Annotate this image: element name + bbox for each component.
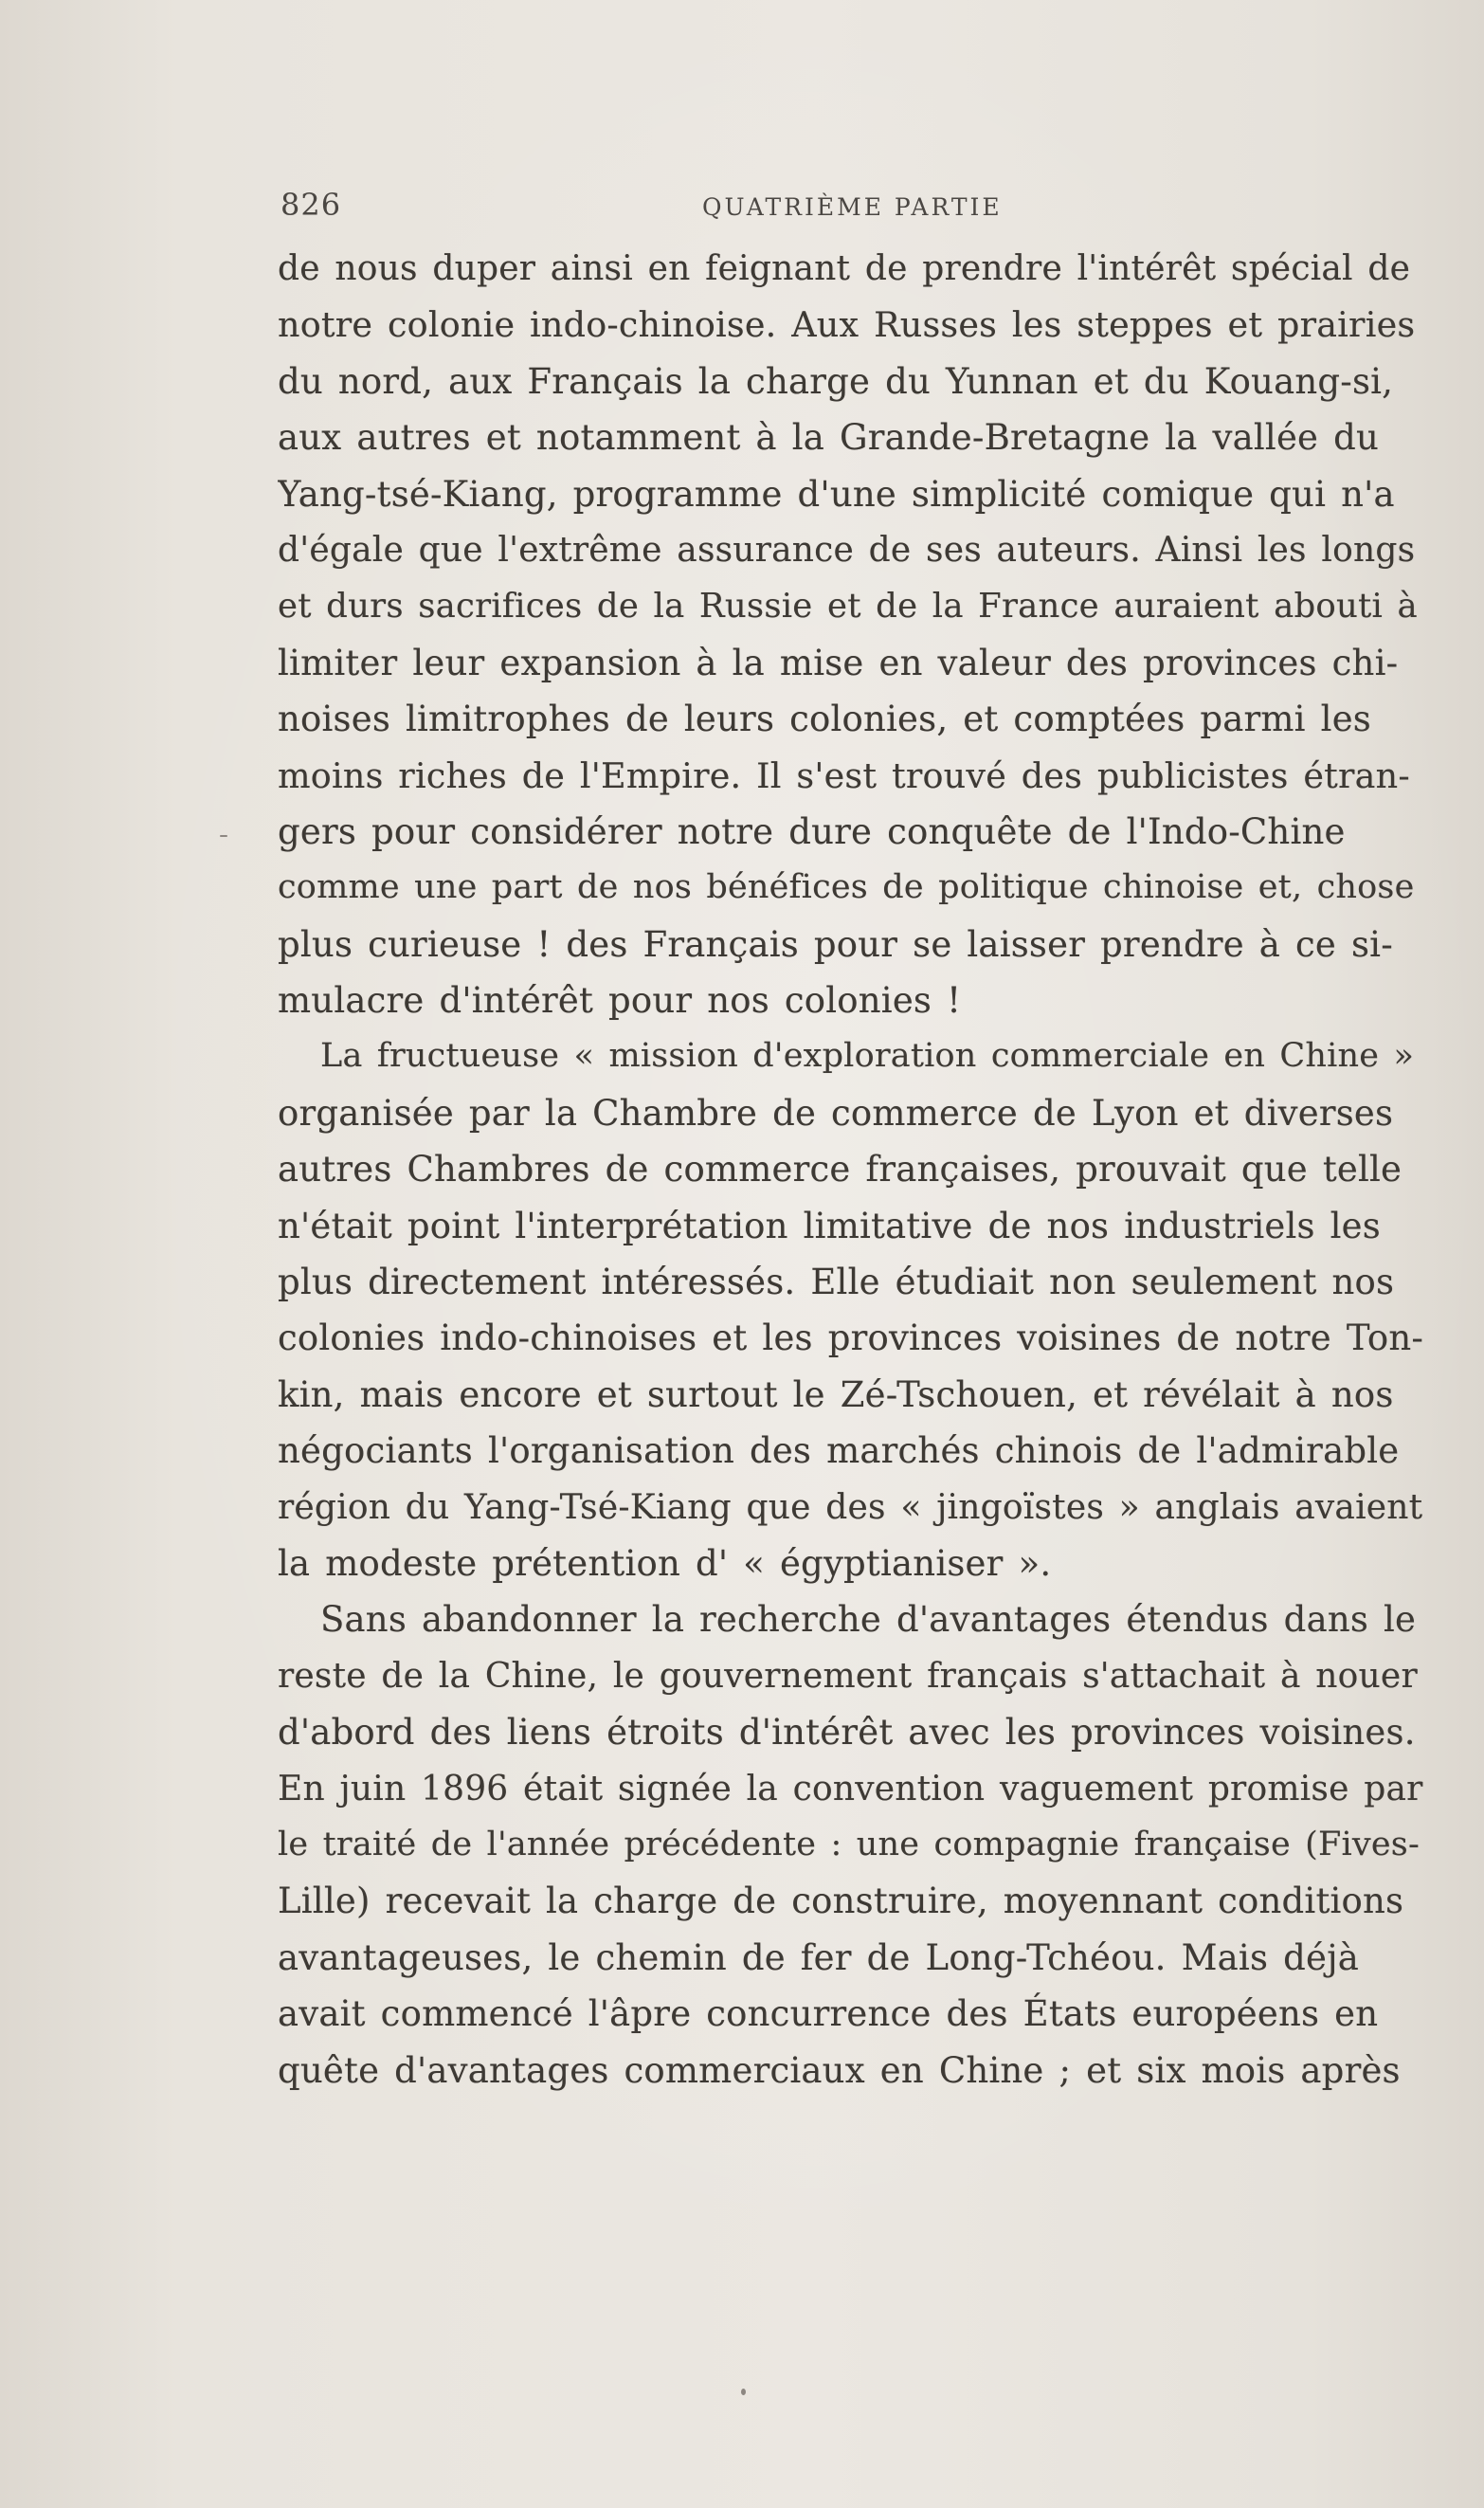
text-line-31: avantageuses, le chemin de fer de Long-Tchéou. Mais déjà (278, 1936, 1360, 1978)
text-line-20: colonies indo-chinoises et les provinces voisines de notre Ton- (278, 1318, 1424, 1359)
text-line-1: de nous duper ainsi en feignant de prendre l'intérêt spécial de (278, 249, 1411, 288)
text-line-7: et durs sacrifices de la Russie et de la France auraient abouti à (278, 587, 1418, 627)
text-line-21: kin, mais encore et surtout le Zé-Tschouen, et révélait à nos (278, 1373, 1394, 1415)
text-line-10: moins riches de l'Empire. Il s'est trouvé des publicistes étran- (278, 754, 1410, 796)
text-line-12: comme une part de nos bénéfices de politique chinoise et, chose (278, 868, 1415, 907)
margin-mark (220, 835, 227, 837)
text-line-23: région du Yang-Tsé-Kiang que des « jingoïstes » anglais avaient (278, 1487, 1423, 1527)
text-line-15: La fructueuse « mission d'exploration commerciale en Chine » (320, 1037, 1415, 1076)
paper-speck (741, 2389, 746, 2395)
text-line-24: la modeste prétention d' « égyptianiser ». (278, 1542, 1052, 1584)
text-line-3: du nord, aux Français la charge du Yunnan et du Kouang-si, (278, 360, 1394, 402)
text-line-22: négociants l'organisation des marchés chinois de l'admirable (278, 1430, 1400, 1472)
text-line-9: noises limitrophes de leurs colonies, et comptées parmi les (278, 699, 1371, 740)
text-line-17: autres Chambres de commerce françaises, prouvait que telle (278, 1149, 1403, 1190)
text-line-13: plus curieuse ! des Français pour se laisser prendre à ce si- (278, 923, 1393, 965)
text-line-28: En juin 1896 était signée la convention vaguement promise par (278, 1769, 1423, 1808)
text-line-8: limiter leur expansion à la mise en valeur des provinces chi- (278, 642, 1399, 683)
text-line-5: Yang-tsé-Kiang, programme d'une simplicité comique qui n'a (278, 473, 1395, 515)
body-text (278, 241, 1424, 2099)
text-line-19: plus directement intéressés. Elle étudiait non seulement nos (278, 1262, 1395, 1303)
text-line-26: reste de la Chine, le gouvernement français s'attachait à nouer (278, 1656, 1418, 1696)
running-head (281, 186, 1418, 224)
text-line-11: gers pour considérer notre dure conquête de l'Indo-Chine (278, 810, 1346, 852)
text-line-4: aux autres et notamment à la Grande-Bretagne la vallée du (278, 417, 1380, 459)
text-line-25: Sans abandonner la recherche d'avantages étendus dans le (320, 1599, 1417, 1641)
page-number: 826 (281, 187, 342, 223)
text-line-18: n'était point l'interprétation limitative de nos industriels les (278, 1205, 1381, 1246)
text-line-2: notre colonie indo-chinoise. Aux Russes les steppes et prairies (278, 304, 1416, 346)
section-title: QUATRIÈME PARTIE (702, 193, 1003, 221)
text-line-29: le traité de l'année précédente : une compagnie française (Fives- (278, 1825, 1420, 1863)
text-line-32: avait commencé l'âpre concurrence des États européens en (278, 1993, 1379, 2035)
text-line-33: quête d'avantages commerciaux en Chine ; et six mois après (278, 2049, 1401, 2091)
text-line-30: Lille) recevait la charge de construire, moyennant conditions (278, 1881, 1404, 1922)
text-line-27: d'abord des liens étroits d'intérêt avec les provinces voisines. (278, 1712, 1416, 1754)
text-line-16: organisée par la Chambre de commerce de Lyon et diverses (278, 1092, 1394, 1134)
text-line-14: mulacre d'intérêt pour nos colonies ! (278, 980, 962, 1022)
text-line-6: d'égale que l'extrême assurance de ses auteurs. Ainsi les longs (278, 530, 1416, 570)
